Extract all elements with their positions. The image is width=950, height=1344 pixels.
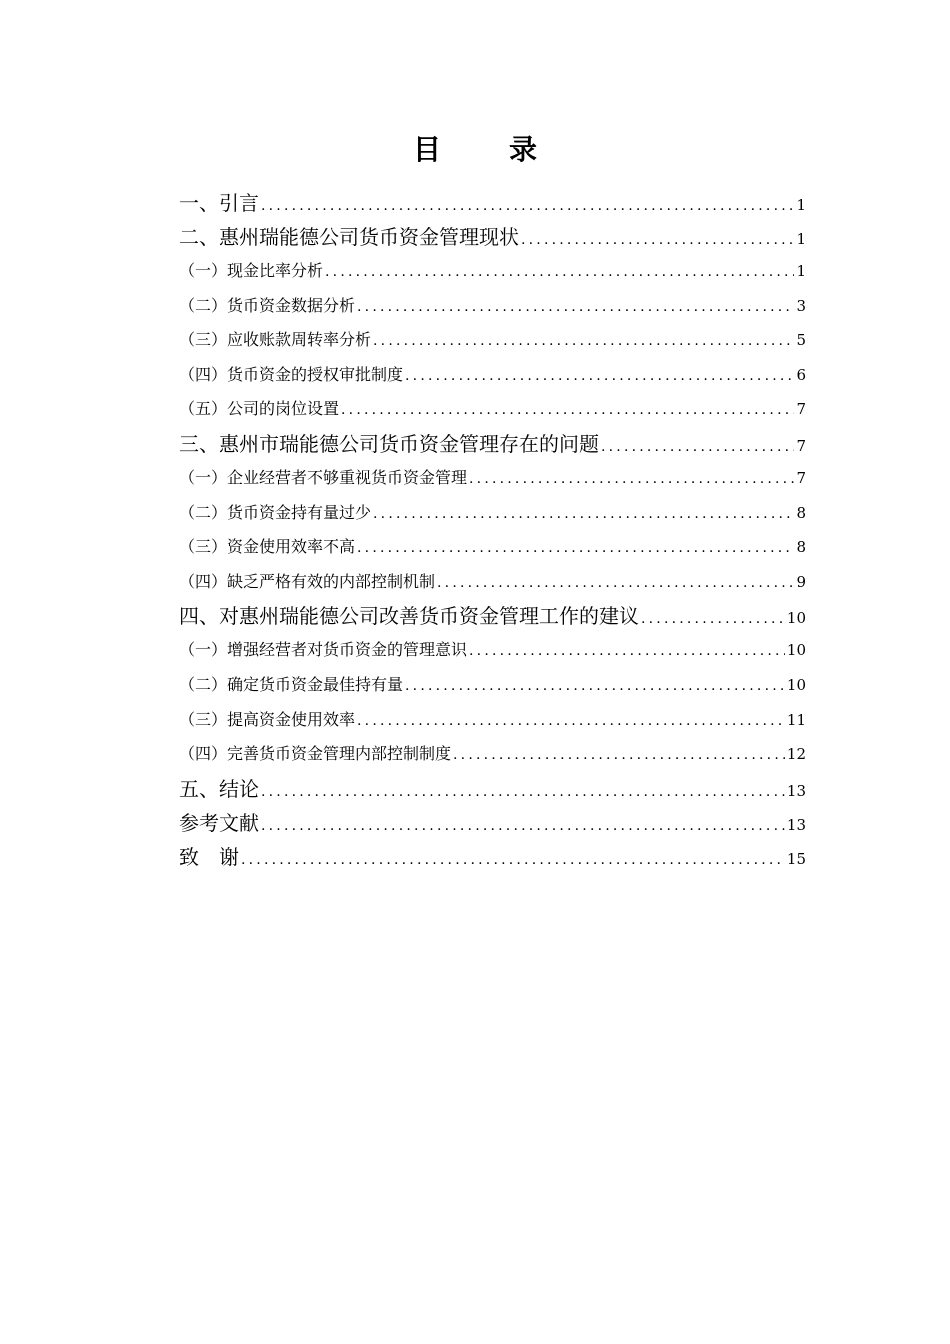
toc-leader-dots [357,290,794,324]
toc-entry-page: 13 [786,815,806,834]
toc-entry-text: （二）货币资金数据分析 [179,295,356,315]
toc-leader-dots [641,602,785,633]
toc-leader-dots [261,809,785,840]
toc-entry-page: 8 [796,503,806,522]
toc-entry-text: （二）货币资金持有量过少 [179,502,372,522]
toc-entry-page: 10 [786,675,806,694]
toc-entry-text: 二、惠州瑞能德公司货币资金管理现状 [179,225,519,249]
toc-entry-text: 五、结论 [179,776,259,801]
toc-entry-page: 1 [796,196,806,214]
toc-entry-text: （四）货币资金的授权审批制度 [179,364,404,384]
toc-entry-page: 7 [796,400,806,419]
toc-entry-page: 6 [796,365,806,384]
toc-entry-text: 参考文献 [179,810,259,835]
toc-entry-page: 9 [796,572,806,591]
toc-entry-page: 12 [786,745,806,764]
toc-entry-text: （四）完善货币资金管理内部控制制度 [179,744,452,764]
toc-entry[interactable] [179,254,806,289]
toc-entry[interactable] [179,633,806,668]
toc-leader-dots [261,775,785,806]
toc-entry[interactable] [179,496,806,531]
toc-entry-text: 四、对惠州瑞能德公司改善货币资金管理工作的建议 [179,604,639,629]
toc-entry-page: 1 [796,230,806,248]
toc-leader-dots [373,324,794,358]
toc-leader-dots [453,738,785,772]
toc-entry[interactable] [179,806,806,840]
toc-entry-text: （一）现金比率分析 [179,261,324,280]
toc-entry[interactable] [179,599,806,633]
toc-entry[interactable] [179,186,806,220]
toc-leader-dots [357,531,794,565]
toc-entry[interactable] [179,840,806,874]
toc-entry-text: （一）增强经营者对货币资金的管理意识 [179,640,468,660]
toc-entry[interactable] [179,392,806,427]
toc-entry[interactable] [179,220,806,254]
toc-leader-dots [241,843,785,874]
toc-entry-page: 7 [796,468,806,487]
toc-entry-page: 8 [796,538,806,557]
toc-entry-page: 15 [786,849,806,868]
toc-entry[interactable] [179,530,806,565]
toc-entry-page: 7 [796,436,806,455]
toc-leader-dots [469,634,785,668]
toc-entry[interactable] [179,323,806,358]
toc-entry[interactable] [179,772,806,806]
toc-entry-text: （五）公司的岗位设置 [179,399,340,419]
toc-entry-text: （四）缺乏严格有效的内部控制机制 [179,571,436,591]
toc-leader-dots [521,223,794,254]
toc-entry-text: （三）资金使用效率不高 [179,537,356,557]
toc-entry-page: 10 [786,641,806,660]
toc-leader-dots [405,669,785,703]
toc-entry-text: （二）确定货币资金最佳持有量 [179,674,404,694]
toc-entry[interactable] [179,668,806,703]
toc-leader-dots [261,189,794,220]
toc-title: 目 录 [412,133,557,166]
toc-leader-dots [357,704,785,738]
toc-entry[interactable] [179,565,806,600]
toc-leader-dots [341,393,794,427]
toc-leader-dots [469,462,794,496]
toc-entry-page: 5 [796,331,806,350]
toc-entry[interactable] [179,427,806,461]
toc-leader-dots [325,255,794,289]
toc-entry[interactable] [179,461,806,496]
toc-leader-dots [601,430,794,461]
toc-entry[interactable] [179,737,806,772]
toc-entry-page: 1 [796,262,806,280]
toc-entry-page: 3 [796,296,806,315]
toc-entry-page: 11 [786,710,806,729]
toc-entry-text: 致 谢 [179,844,239,869]
toc-leader-dots [405,359,794,393]
toc-leader-dots [373,497,794,531]
toc-entry-page: 13 [786,781,806,800]
toc-entry-text: （三）提高资金使用效率 [179,709,356,729]
toc-entry-text: （一）企业经营者不够重视货币资金管理 [179,467,468,487]
toc-leader-dots [437,566,794,600]
toc-entry-page: 10 [786,609,806,628]
toc-entry[interactable] [179,289,806,324]
toc-entry[interactable] [179,703,806,738]
toc-entry-text: 一、引言 [179,191,259,215]
toc-entry-text: 三、惠州市瑞能德公司货币资金管理存在的问题 [179,431,599,456]
toc-entry-text: （三）应收账款周转率分析 [179,330,372,350]
toc-entry[interactable] [179,358,806,393]
toc-list [179,186,806,874]
